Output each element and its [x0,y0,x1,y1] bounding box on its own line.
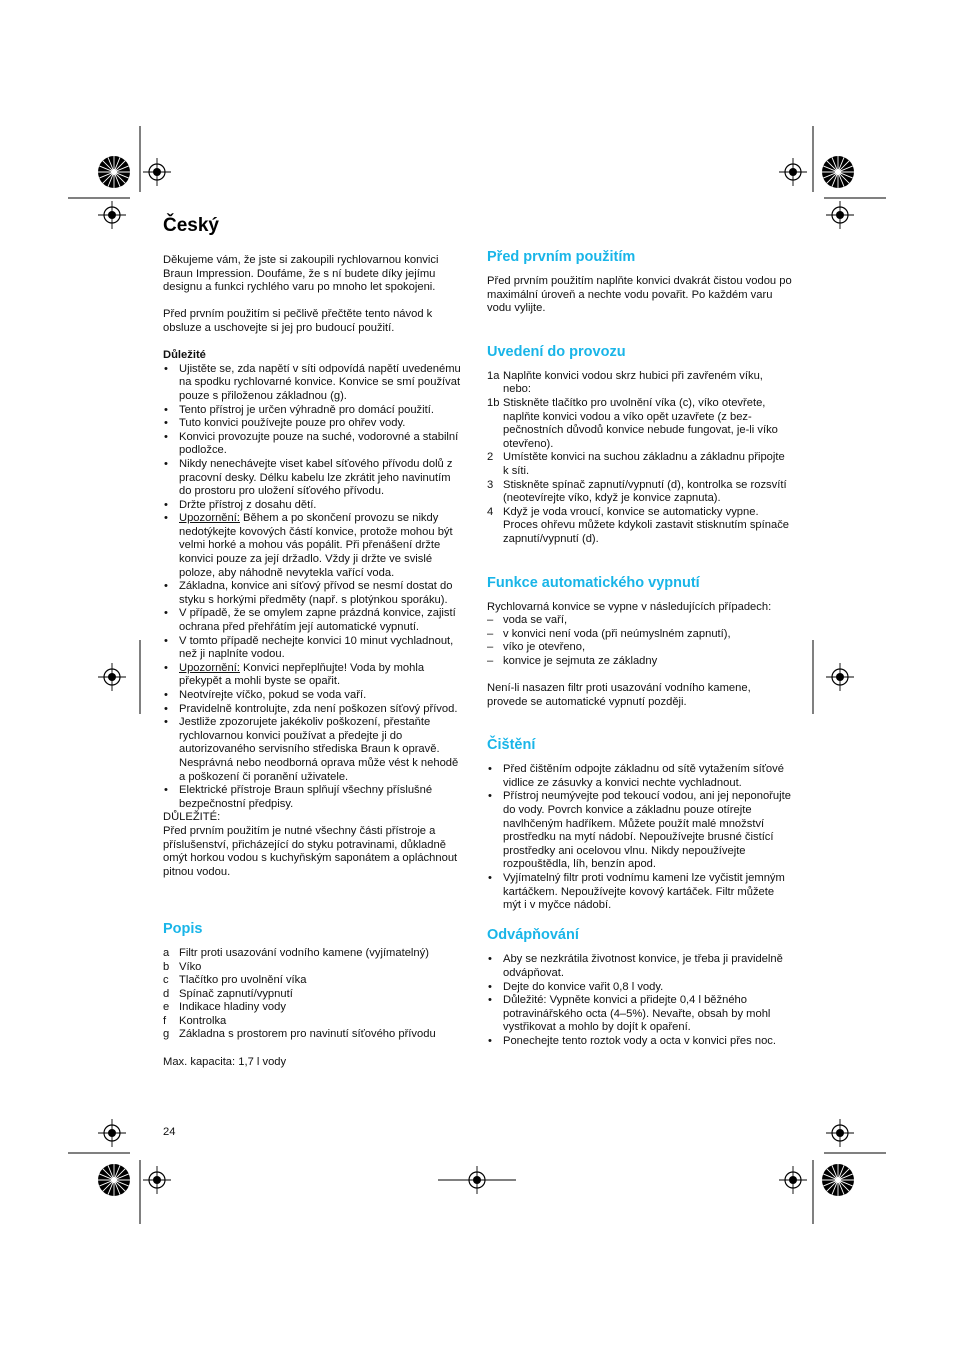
descaling-item: • Důležité: Vypněte konvici a přidejte 0,4 l běžného potravinářského octa (4–5%). Nevařte, obsah by mohl vystřikovat a mohlo by dojít k opaření. [487,994,793,1035]
auto-off-heading: Funkce automatického vypnutí [487,574,700,591]
cleaning-list [487,763,793,913]
operation-step-text: Naplňte konvici vodou skrz hubici při zavřeném víku, nebo: [503,369,763,396]
part-item-text: Tlačítko pro uvolnění víka [179,974,307,987]
important-heading: Důležité [163,349,206,362]
operation-step-key: 2 [487,451,494,464]
descaling-item: • Ponechejte tento roztok vody a octa v konvici přes noc. [487,1035,793,1049]
part-item-key: d [163,987,170,1000]
first-use-heading: Před prvním použitím [487,249,636,265]
safety-item [163,417,465,431]
safety-item [163,784,465,811]
safety-item-text: Neotvírejte víčko, pokud se voda vaří. [179,689,367,701]
safety-item-text: Během a po skončení provozu se nikdy nedotýkejte kovových částí konvice, protože mohou být velmi horké a mohou vás popálit. Při přenášení držte konvici pouze za její držadlo. Vždy ji držte ve svislé poloze, aby náhodně nevytekla vařící voda. [179,512,453,579]
safety-item-text: Základna, konvice ani síťový přívod se nesmí dostat do styku s horkými předměty (např. s plotýnkou sporáku). [179,580,453,606]
descaling-item: • Dejte do konvice vařit 0,8 l vody. [487,981,793,995]
safety-item [163,499,465,513]
safety-item-text: Jestliže zpozorujete jakékoliv poškození, přestaňte rychlovarnou konvici používat a předejte ji do autorizovaného servisního střediska Braun k opravě. Nesprávná nebo neodborná oprava může vést k nehodě a poškození či poranění uživatele. [179,716,459,783]
cleaning-item: • Před čištěním odpojte základnu od sítě vytažením síťové vidlice ze zásuvky a konvici nechte vychladnout. [487,763,793,790]
safety-item [163,689,465,703]
safety-item-text: Nikdy nenechávejte viset kabel síťového přívodu dolů z pracovní desky. Délku kabelu lze zkrátit jeho navinutím do prostoru pro uložení síťového přívodu. [179,457,453,498]
part-item [163,1015,465,1029]
operation-step-text: Umístěte konvici na suchou základnu a základnu připojte k síti. [503,451,785,477]
safety-item [163,703,465,717]
operation-step-key: 1b [487,396,500,409]
part-item [163,988,465,1002]
part-item-key: c [163,974,169,987]
operation-step [487,451,793,478]
operation-step [487,370,793,397]
auto-off-list [487,614,793,668]
cleaning-item: • Přístroj neumývejte pod tekoucí vodou, ani jej neponořujte do vody. Povrch konvice a základnu pouze otírejte navlhčeným hadříkem. Můžete použít malé množství prostředku na mytí nádobí. Nepoužívejte brusné čistící prostředky ani ocelovou vlnu. Nikdy nepoužívejte rozpouštědla, líh, benzín apod. [487,790,793,872]
safety-item-text: V tomto případě nechejte konvici 10 minut vychladnout, než ji naplníte vodou. [179,634,454,661]
right-column [487,248,793,1049]
safety-item [163,580,465,607]
safety-item [163,458,465,499]
cleaning-item: • Vyjímatelný filtr proti vodnímu kameni lze vyčistit jemným kartáčkem. Nepoužívejte kovový kartáček. Filtr můžete mýt i v myčce nádobí. [487,872,793,913]
safety-item [163,512,465,580]
operation-step-text: Když je voda vroucí, konvice se automaticky vypne. Proces ohřevu můžete kdykoli zastavit stisknutím spínače zapnutí/vypnutí (d). [503,505,790,545]
part-item-text: Základna s prostorem pro navinutí síťového přívodu [179,1028,436,1041]
operation-step-key: 4 [487,505,494,518]
page-title: Český [163,215,219,236]
part-item-key: a [163,946,170,959]
part-item-text: Indikace hladiny vody [179,1001,286,1014]
part-item-text: Víko [179,960,202,973]
safety-item-text: Elektrické přístroje Braun splňují všechny příslušné bezpečnostní předpisy. [179,784,433,810]
first-use-text: Před prvním použitím naplňte konvici dvakrát čistou vodou po maximální úroveň a nechte vodu povařit. Po každém varu vodu vylijte. [487,275,792,315]
safety-item [163,635,465,662]
popis-heading: Popis [163,920,203,937]
auto-off-item: – konvice je sejmuta ze základny [487,655,793,669]
auto-off-item: – víko je otevřeno, [487,641,793,655]
operation-step-key: 3 [487,478,494,491]
safety-item [163,363,465,404]
left-column [163,214,465,1069]
safety-item-text: V případě, že se omylem zapne prázdná konvice, zajistí ochrana před přehřátím její automatické vypnutí. [179,607,456,634]
intro-paragraph-2: Před prvním použitím si pečlivě přečtěte tento návod k obsluze a uschovejte si jej pro budoucí použití. [163,308,433,334]
operation-step [487,506,793,547]
part-item-key: e [163,1001,170,1014]
operation-step-key: 1a [487,369,500,382]
auto-off-item: – v konvici není voda (při neúmyslném zapnutí), [487,628,793,642]
part-item-text: Kontrolka [179,1014,227,1027]
safety-item [163,431,465,458]
part-item-text: Spínač zapnutí/vypnutí [179,987,293,1000]
descaling-heading: Odvápňování [487,927,579,944]
safety-item-text: Konvici nepřeplňujte! Voda by mohla překypět a mohli byste se opařit. [179,661,425,688]
safety-item [163,716,465,784]
part-item [163,974,465,988]
auto-off-note: Není-li nasazen filtr proti usazování vodního kamene, provede se automatické vypnutí později. [487,682,751,708]
safety-item-text: Tuto konvici používejte pouze pro ohřev vody. [179,417,406,430]
safety-item-text: Konvici provozujte pouze na suché, vodorovné a stabilní podložce. [179,430,459,457]
operation-step-text: Stiskněte tlačítko pro uvolnění víka (c), víko otevřete, naplňte konvici vodou a víko opět uzavřete (z bez-pečnostních důvodů konvice nebude fungovat, je-li víko otevřeno). [503,396,778,450]
safety-item-text: Držte přístroj z dosahu dětí. [179,498,317,511]
intro-paragraph-1: Děkujeme vám, že jste si zakoupili rychlovarnou konvici Braun Impression. Doufáme, že s ní budete díky jejímu designu a funkci rychlého varu po mnoho let spokojeni. [163,254,439,294]
descaling-item: • Aby se nezkrátila životnost konvice, je třeba ji pravidelně odvápňovat. [487,953,793,980]
safety-item [163,662,465,689]
operation-steps [487,370,793,547]
important2-heading: DŮLEŽITÉ: [163,811,221,824]
cleaning-heading: Čištění [487,737,536,754]
safety-item-text: Pravidelně kontrolujte, zda není poškozen síťový přívod. [179,702,458,715]
safety-list [163,363,465,812]
part-item [163,1028,465,1042]
safety-item [163,607,465,634]
safety-item-text: Tento přístroj je určen výhradně pro domácí použití. [179,403,434,416]
page-number: 24 [163,1126,176,1138]
safety-item [163,404,465,418]
auto-off-intro: Rychlovarná konvice se vypne v následujících případech: [487,600,772,613]
part-item-key: g [163,1028,170,1041]
part-item-key: b [163,960,170,973]
warning-label: Upozornění: [179,512,240,525]
important2-text: Před prvním použitím je nutné všechny části přístroje a příslušenství, přicházející do styku potravinami, důkladně omýt horkou vodou s kuchyňským saponátem a opláchnout pitnou vodou. [163,824,458,878]
operation-heading: Uvedení do provozu [487,343,626,360]
capacity-text: Max. kapacita: 1,7 l vody [163,1055,287,1068]
part-item-text: Filtr proti usazování vodního kamene (vyjímatelný) [179,946,429,959]
part-item [163,961,465,975]
operation-step-text: Stiskněte spínač zapnutí/vypnutí (d), kontrolka se rozsvítí (neotevírejte víko, když je konvice zapnuta). [503,478,787,505]
parts-list [163,947,465,1042]
operation-step [487,479,793,506]
part-item [163,1001,465,1015]
safety-item-text: Ujistěte se, zda napětí v síti odpovídá napětí uvedenému na spodku rychlovarné konvice. Konvice se smí používat pouze s přiloženou základnou (g). [179,362,461,402]
warning-label: Upozornění: [179,661,240,674]
operation-step [487,397,793,451]
part-item-key: f [163,1014,167,1027]
part-item [163,947,465,961]
auto-off-item: – voda se vaří, [487,614,793,628]
descaling-list [487,953,793,1048]
